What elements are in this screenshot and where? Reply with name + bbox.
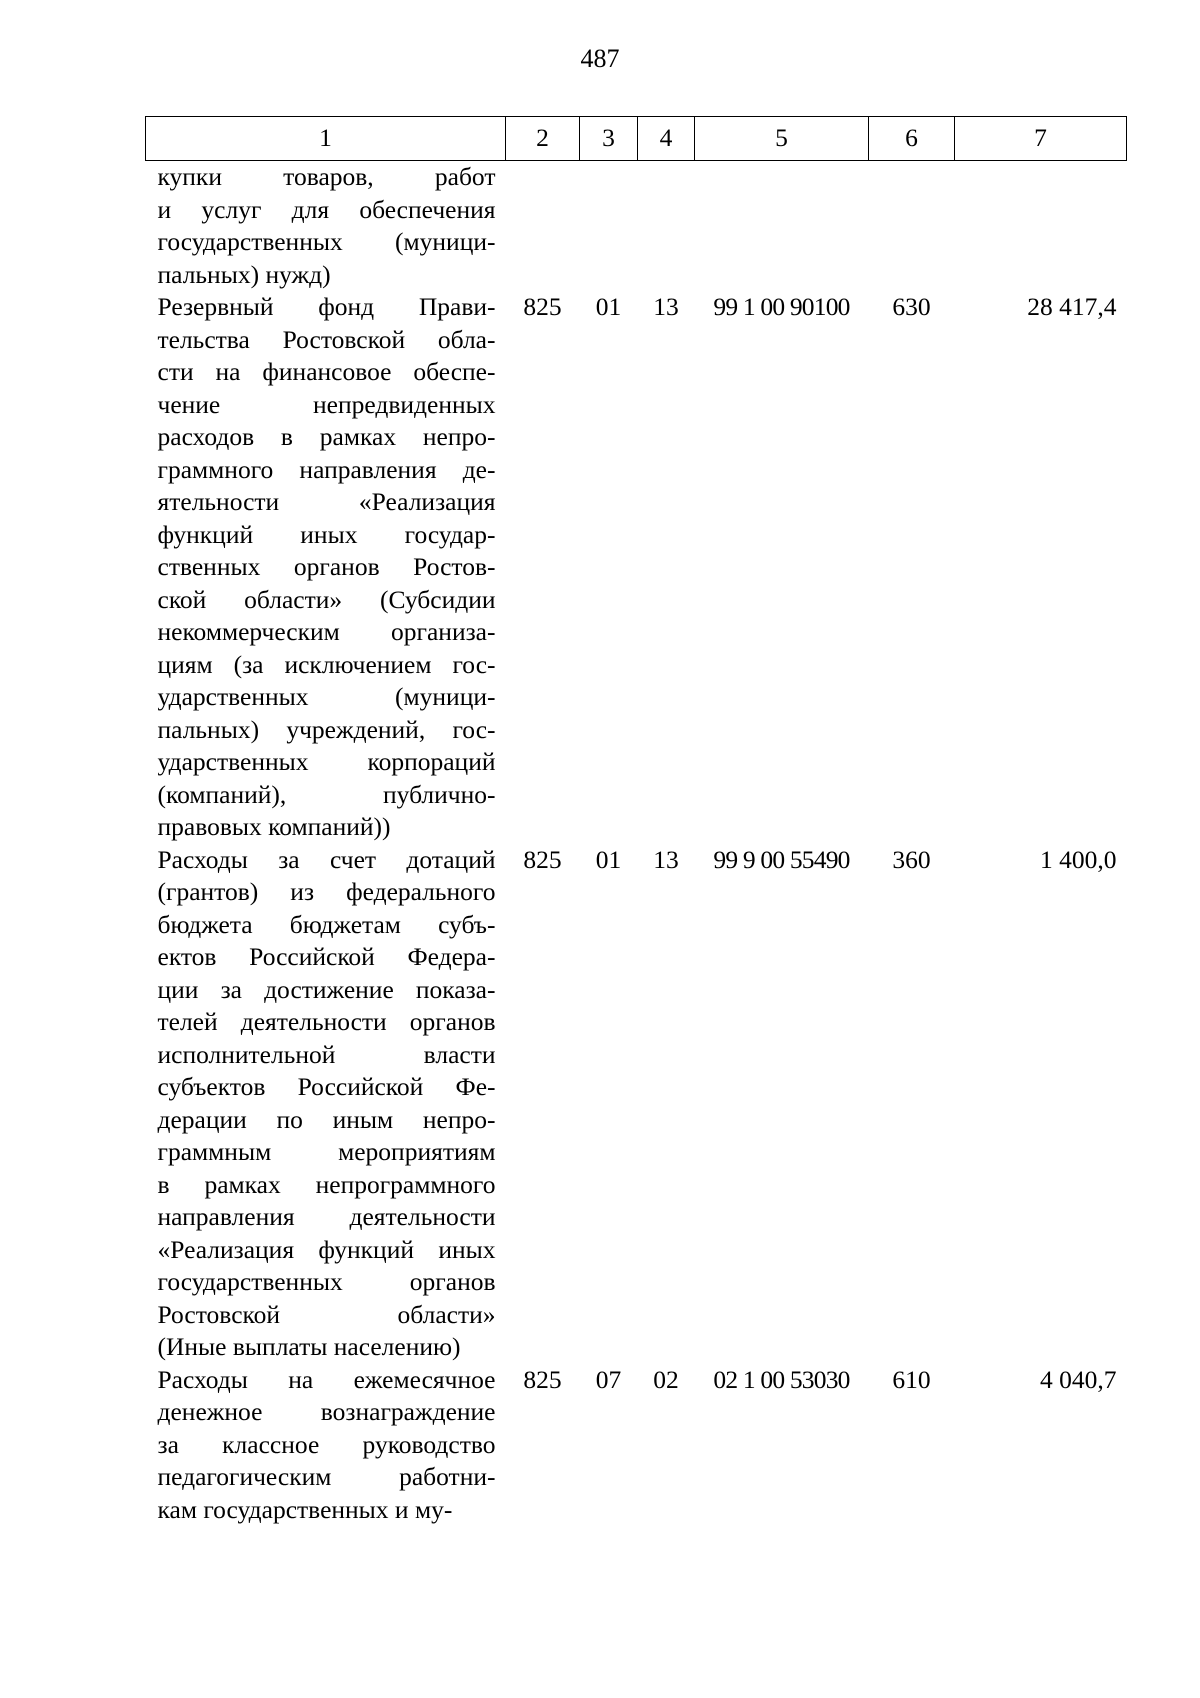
row-name-cell bbox=[146, 1364, 506, 1527]
header-col-5: 5 bbox=[695, 117, 869, 161]
table-body bbox=[146, 161, 1127, 1527]
row-name-line: (грантов) из федерального bbox=[157, 877, 496, 906]
amount-cell bbox=[955, 161, 1127, 292]
row-name-line: купки товаров, работ bbox=[157, 162, 496, 191]
row-name-line: граммного направления де- bbox=[157, 454, 496, 484]
table-row bbox=[146, 844, 1127, 1364]
table-row bbox=[146, 1364, 1127, 1527]
section-code-cell: 01 bbox=[595, 844, 622, 874]
expense-type-cell bbox=[869, 161, 955, 292]
row-name-line: некоммерческим организа- bbox=[157, 617, 496, 646]
row-name-line: исполнительной власти bbox=[157, 1039, 496, 1069]
row-name-line: пальных) нужд) bbox=[157, 259, 331, 289]
row-name-line: граммным мероприятиям bbox=[157, 1137, 496, 1166]
row-name-cell bbox=[146, 844, 506, 1364]
table-row bbox=[146, 161, 1127, 292]
row-name-line: за классное руководство bbox=[157, 1429, 496, 1459]
row-name-line: кам государственных и му- bbox=[157, 1494, 453, 1524]
row-name-line: телей деятельности органов bbox=[157, 1007, 496, 1036]
row-name-line: чение непредвиденных bbox=[157, 389, 496, 419]
row-name-line: Ростовской области» bbox=[157, 1299, 496, 1329]
row-name-line: ятельности «Реализация bbox=[157, 487, 496, 516]
header-col-3: 3 bbox=[580, 117, 638, 161]
target-article-cell: 02 1 00 53030 bbox=[713, 1364, 850, 1394]
row-name-line: «Реализация функций иных bbox=[157, 1234, 496, 1264]
section-code-cell: 01 bbox=[595, 292, 622, 321]
row-name-line: в рамках непрограммного bbox=[157, 1169, 496, 1199]
table-header-row bbox=[146, 117, 1127, 161]
ministry-code-cell bbox=[506, 161, 580, 292]
ministry-code-cell: 825 bbox=[523, 844, 562, 874]
expense-type-cell: 610 bbox=[892, 1364, 931, 1394]
row-name-line: субъектов Российской Фе- bbox=[157, 1072, 496, 1101]
section-code-cell: 07 bbox=[595, 1364, 622, 1394]
row-name-line: государственных (муници- bbox=[157, 227, 496, 256]
row-name-line: (компаний), публично- bbox=[157, 779, 496, 809]
row-name-line: пальных) учреждений, гос- bbox=[157, 714, 496, 744]
expense-type-cell: 360 bbox=[892, 844, 931, 874]
budget-table bbox=[145, 116, 1127, 1526]
row-name-line: функций иных государ- bbox=[157, 519, 496, 549]
row-name-line: ударственных корпораций bbox=[157, 747, 496, 776]
expense-type-cell: 630 bbox=[892, 292, 931, 321]
row-name-line: ции за достижение показа- bbox=[157, 974, 496, 1004]
row-name-line: циям (за исключением гос- bbox=[157, 649, 496, 679]
target-article-cell: 99 9 00 55490 bbox=[713, 844, 850, 874]
row-name-line: и услуг для обеспечения bbox=[157, 194, 496, 224]
row-name-line: тельства Ростовской обла- bbox=[157, 324, 496, 354]
row-name-line: Расходы на ежемесячное bbox=[157, 1364, 496, 1394]
row-name-line: правовых компаний)) bbox=[157, 812, 391, 841]
row-name-line: педагогическим работни- bbox=[157, 1462, 496, 1491]
row-name-line: сти на финансовое обеспе- bbox=[157, 357, 496, 386]
section-code-cell bbox=[580, 161, 638, 292]
table-row bbox=[146, 291, 1127, 844]
ministry-code-cell: 825 bbox=[523, 1364, 562, 1394]
subsection-code-cell: 02 bbox=[653, 1364, 679, 1394]
header-col-7: 7 bbox=[955, 117, 1127, 161]
row-name-cell bbox=[146, 291, 506, 844]
target-article-cell: 99 1 00 90100 bbox=[713, 292, 850, 321]
header-col-1: 1 bbox=[146, 117, 506, 161]
row-name-line: бюджета бюджетам субъ- bbox=[157, 909, 496, 939]
row-name-line: Расходы за счет дотаций bbox=[157, 844, 496, 874]
subsection-code-cell: 13 bbox=[653, 844, 679, 874]
ministry-code-cell: 825 bbox=[523, 292, 562, 321]
subsection-code-cell bbox=[638, 161, 695, 292]
row-name-line: дерации по иным непро- bbox=[157, 1104, 496, 1134]
page-number: 487 bbox=[580, 44, 620, 73]
row-name-line: Резервный фонд Прави- bbox=[157, 292, 496, 321]
row-name-line: (Иные выплаты населению) bbox=[157, 1332, 461, 1361]
row-name-line: государственных органов bbox=[157, 1267, 496, 1296]
row-name-line: ственных органов Ростов- bbox=[157, 552, 496, 581]
amount-cell: 4 040,7 bbox=[1040, 1364, 1117, 1394]
row-name-line: ударственных (муници- bbox=[157, 682, 496, 711]
header-col-4: 4 bbox=[638, 117, 695, 161]
row-name-cell bbox=[146, 161, 506, 292]
header-col-6: 6 bbox=[869, 117, 955, 161]
row-name-line: ской области» (Субсидии bbox=[157, 584, 496, 614]
target-article-cell bbox=[695, 161, 869, 292]
subsection-code-cell: 13 bbox=[653, 292, 679, 321]
row-name-line: направления деятельности bbox=[157, 1202, 496, 1231]
amount-cell: 1 400,0 bbox=[1040, 844, 1117, 874]
row-name-line: денежное вознаграждение bbox=[157, 1397, 496, 1426]
row-name-line: расходов в рамках непро- bbox=[157, 422, 496, 451]
row-name-line: ектов Российской Федера- bbox=[157, 942, 496, 971]
header-col-2: 2 bbox=[506, 117, 580, 161]
amount-cell: 28 417,4 bbox=[1027, 292, 1117, 321]
